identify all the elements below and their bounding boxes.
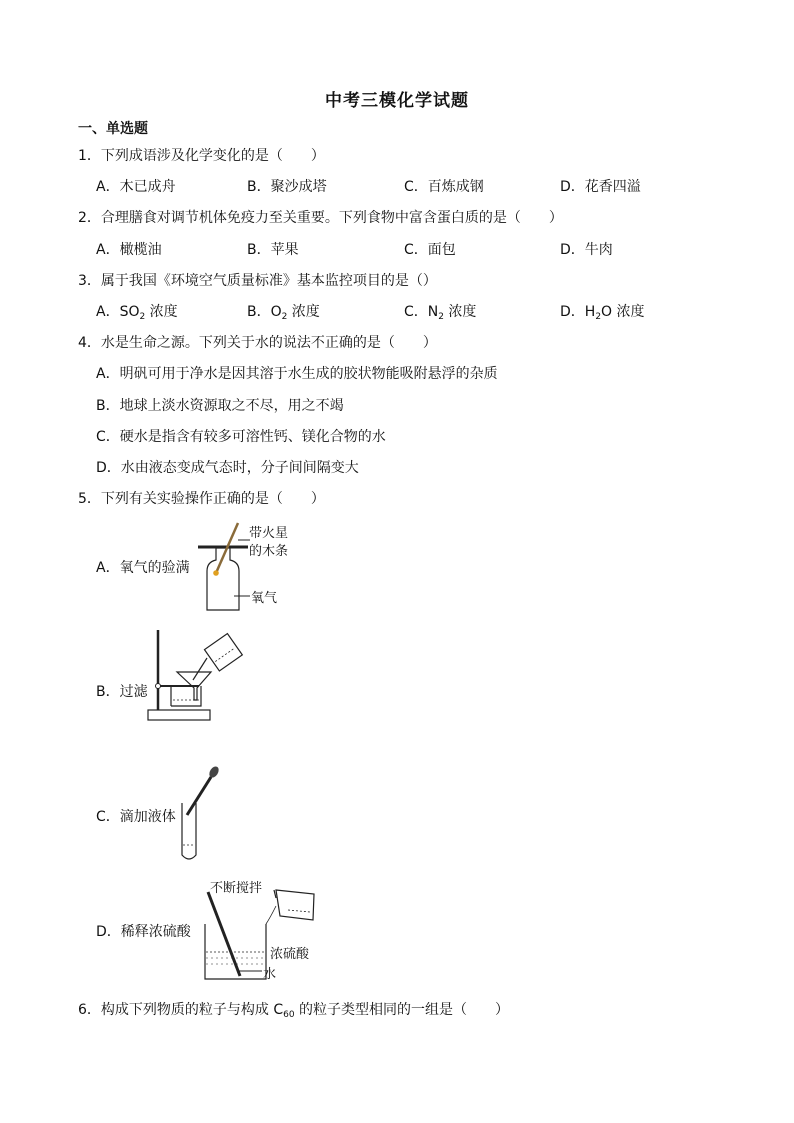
question-3-stem: 3．属于我国《环境空气质量标准》基本监控项目的是（） — [78, 273, 437, 289]
q4-option-b: B．地球上淡水资源取之不尽，用之不竭 — [96, 398, 344, 414]
q1-option-b: B．聚沙成塔 — [247, 179, 327, 195]
q1-option-d: D．花香四溢 — [560, 179, 641, 195]
question-6-stem: 6．构成下列物质的粒子与构成 $C_{60}$ 的粒子类型相同的一组是（ ） — [78, 1002, 510, 1020]
q5-option-d: D．稀释浓硫酸 — [96, 924, 191, 940]
filtration-figure — [147, 628, 247, 723]
label-acid: 浓硫酸 — [270, 947, 310, 962]
question-4-stem: 4．水是生命之源。下列关于水的说法不正确的是（ ） — [78, 335, 437, 351]
label-splint-2: 的木条 — [249, 544, 289, 559]
question-2-stem: 2．合理膳食对调节机体免疫力至关重要。下列食物中富含蛋白质的是（ ） — [78, 210, 563, 226]
section-heading: 一、单选题 — [78, 121, 148, 137]
dropper-figure — [178, 765, 228, 865]
q2-option-c: C．面包 — [404, 242, 456, 258]
q5-option-a: A．氧气的验满 — [96, 560, 190, 576]
q4-option-c: C．硬水是指含有较多可溶性钙、镁化合物的水 — [96, 429, 386, 445]
q1-option-a: A．木已成舟 — [96, 179, 176, 195]
q2-option-b: B．苹果 — [247, 242, 299, 258]
q1-option-c: C．百炼成钢 — [404, 179, 484, 195]
question-1-stem: 1．下列成语涉及化学变化的是（ ） — [78, 148, 325, 164]
label-splint: 带火星 — [249, 526, 289, 541]
q5-option-b: B．过滤 — [96, 684, 148, 700]
q4-option-a: A．明矾可用于净水是因其溶于水生成的胶状物能吸附悬浮的杂质 — [96, 366, 498, 382]
q3-option-d: D．$H_2O$ 浓度 — [560, 304, 645, 322]
q3-option-c: C．$N_2$ 浓度 — [404, 304, 477, 322]
label-oxygen: 氧气 — [251, 591, 278, 606]
q3-option-b: B．$O_2$ 浓度 — [247, 304, 320, 322]
label-stir: 不断搅拌 — [210, 881, 263, 896]
question-5-stem: 5．下列有关实验操作正确的是（ ） — [78, 491, 325, 507]
q2-option-a: A．橄榄油 — [96, 242, 162, 258]
q2-option-d: D．牛肉 — [560, 242, 613, 258]
page-title: 中考三模化学试题 — [325, 91, 469, 111]
q4-option-d: D．水由液态变成气态时，分子间间隔变大 — [96, 460, 359, 476]
label-water: 水 — [263, 967, 277, 982]
q3-option-a: A．$SO_2$ 浓度 — [96, 304, 178, 322]
q5-option-c: C．滴加液体 — [96, 809, 176, 825]
